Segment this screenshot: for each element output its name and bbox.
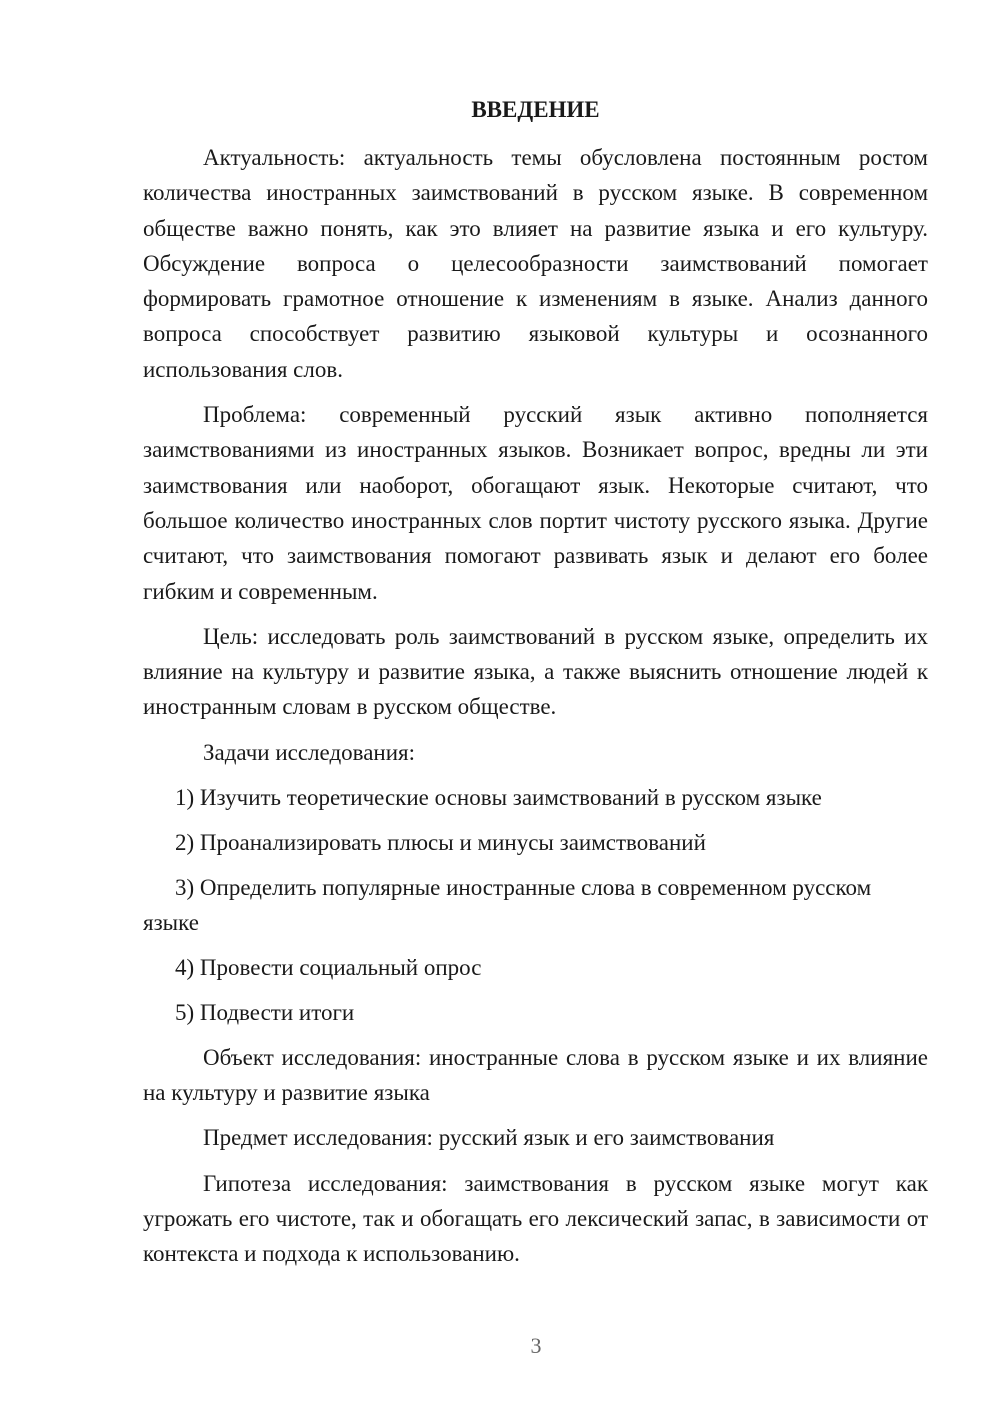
relevance-paragraph: Актуальность: актуальность темы обусловлена постоянным ростом количества иностранных заимствований в русском языке. В современном обществе важно понять, как это влияет на развитие языка и его культуру. Обсуждение вопроса о целесообразности заимствований помогает формировать грамотное отношение к изменениям в языке. Анализ данного вопроса способствует развитию языковой культуры и осознанного использования слов. [143,145,928,382]
task-item: 5) Подвести итоги [175,999,355,1025]
task-item: 4) Провести социальный опрос [175,954,482,980]
subject-paragraph: Предмет исследования: русский язык и его заимствования [203,1125,775,1151]
document-page [143,92,928,1282]
task-list [143,780,928,1030]
page-number: 3 [530,1333,542,1358]
task-item: 2) Проанализировать плюсы и минусы заимствований [175,829,706,855]
section-title: ВВЕДЕНИЕ [471,97,600,122]
task-item: 1) Изучить теоретические основы заимствований в русском языке [175,784,822,810]
tasks-heading: Задачи исследования: [203,739,416,765]
task-item: 3) Определить популярные иностранные слова в современном русском языке [143,874,872,935]
problem-paragraph: Проблема: современный русский язык активно пополняется заимствованиями из иностранных языков. Возникает вопрос, вредны ли эти заимствования или наоборот, обогащают язык. Некоторые считают, что большое количество иностранных слов портит чистоту русского языка. Другие считают, что заимствования помогают развивать язык и делают его более гибким и современным. [143,402,928,604]
goal-paragraph: Цель: исследовать роль заимствований в русском языке, определить их влияние на культуру и развитие языка, а также выяснить отношение людей к иностранным словам в русском обществе. [143,623,928,720]
object-paragraph: Объект исследования: иностранные слова в русском языке и их влияние на культуру и развитие языка [143,1044,928,1106]
hypothesis-paragraph: Гипотеза исследования: заимствования в русском языке могут как угрожать его чистоте, так и обогащать его лексический запас, в зависимости от контекста и подхода к использованию. [143,1170,928,1267]
